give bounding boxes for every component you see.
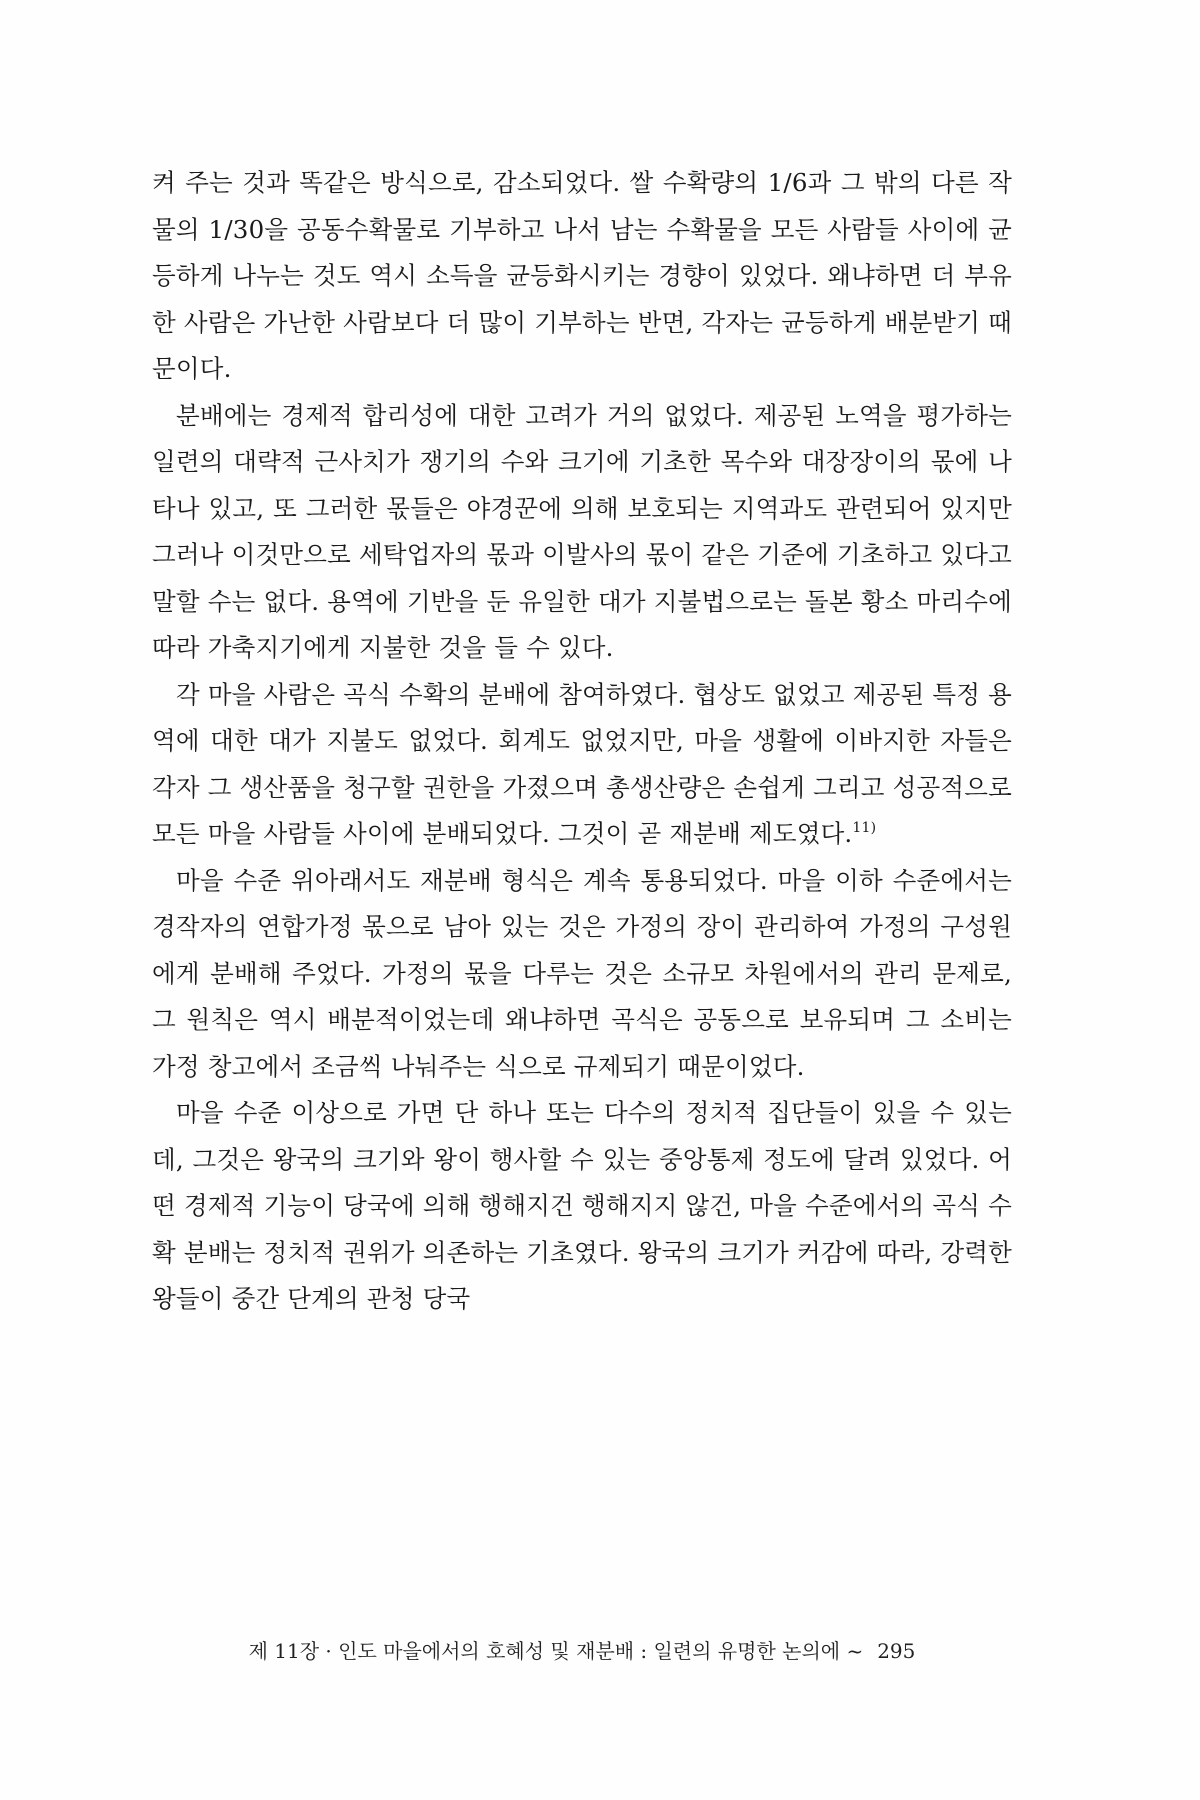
paragraph-5-text: 마을 수준 이상으로 가면 단 하나 또는 다수의 정치적 집단들이 있을 수 있는데, 그것은 왕국의 크기와 왕이 행사할 수 있는 중앙통제 정도에 달려 있었다. 어떤 경제적 기능이 당국에 의해 행해지건 행해지지 않건, 마을 수준에서의 곡식 수확 분배는 정치적 권위가 의존하는 기초였다. 왕국의 크기가 커감에 따라, 강력한 왕들이 중간 단계의 관청 당국 xyxy=(152,1098,1012,1313)
paragraph-4 xyxy=(152,858,1012,1091)
running-title: 제 11장 · 인도 마을에서의 호혜성 및 재분배 : 일련의 유명한 논의에 ~ xyxy=(248,1639,864,1663)
page-footer xyxy=(152,1636,1012,1666)
paragraph-2-text: 분배에는 경제적 합리성에 대한 고려가 거의 없었다. 제공된 노역을 평가하는 일련의 대략적 근사치가 쟁기의 수와 크기에 기초한 목수와 대장장이의 몫에 나타나 있고, 또 그러한 몫들은 야경꾼에 의해 보호되는 지역과도 관련되어 있지만 그러나 이것만으로 세탁업자의 몫과 이발사의 몫이 같은 기준에 기초하고 있다고 말할 수는 없다. 용역에 기반을 둔 유일한 대가 지불법으로는 돌본 황소 마리수에 따라 가축지기에게 지불한 것을 들 수 있다. xyxy=(152,400,1012,662)
body-text xyxy=(152,160,1012,1323)
paragraph-3-text: 각 마을 사람은 곡식 수확의 분배에 참여하였다. 협상도 없었고 제공된 특정 용역에 대한 대가 지불도 없었다. 회계도 없었지만, 마을 생활에 이바지한 자들은 각자 그 생산품을 청구할 권한을 가졌으며 총생산량은 손쉽게 그리고 성공적으로 모든 마을 사람들 사이에 분배되었다. 그것이 곧 재분배 제도였다. xyxy=(152,679,1012,848)
paragraph-3 xyxy=(152,672,1012,858)
paragraph-4-text: 마을 수준 위아래서도 재분배 형식은 계속 통용되었다. 마을 이하 수준에서는 경작자의 연합가정 몫으로 남아 있는 것은 가정의 장이 관리하여 가정의 구성원에게 분배해 주었다. 가정의 몫을 다루는 것은 소규모 차원에서의 관리 문제로, 그 원칙은 역시 배분적이었는데 왜냐하면 곡식은 공동으로 보유되며 그 소비는 가정 창고에서 조금씩 나눠주는 식으로 규제되기 때문이었다. xyxy=(152,865,1012,1081)
paragraph-5 xyxy=(152,1090,1012,1323)
paragraph-1 xyxy=(152,160,1012,393)
paragraph-2 xyxy=(152,393,1012,672)
paragraph-1-text: 켜 주는 것과 똑같은 방식으로, 감소되었다. 쌀 수확량의 1/6과 그 밖의 다른 작물의 1/30을 공동수확물로 기부하고 나서 남는 수확물을 모든 사람들 사이에 균등하게 나누는 것도 역시 소득을 균등화시키는 경향이 있었다. 왜냐하면 더 부유한 사람은 가난한 사람보다 더 많이 기부하는 반면, 각자는 균등하게 배분받기 때문이다. xyxy=(152,168,1012,383)
footnote-reference: 11) xyxy=(852,820,877,836)
page-number: 295 xyxy=(877,1639,916,1663)
